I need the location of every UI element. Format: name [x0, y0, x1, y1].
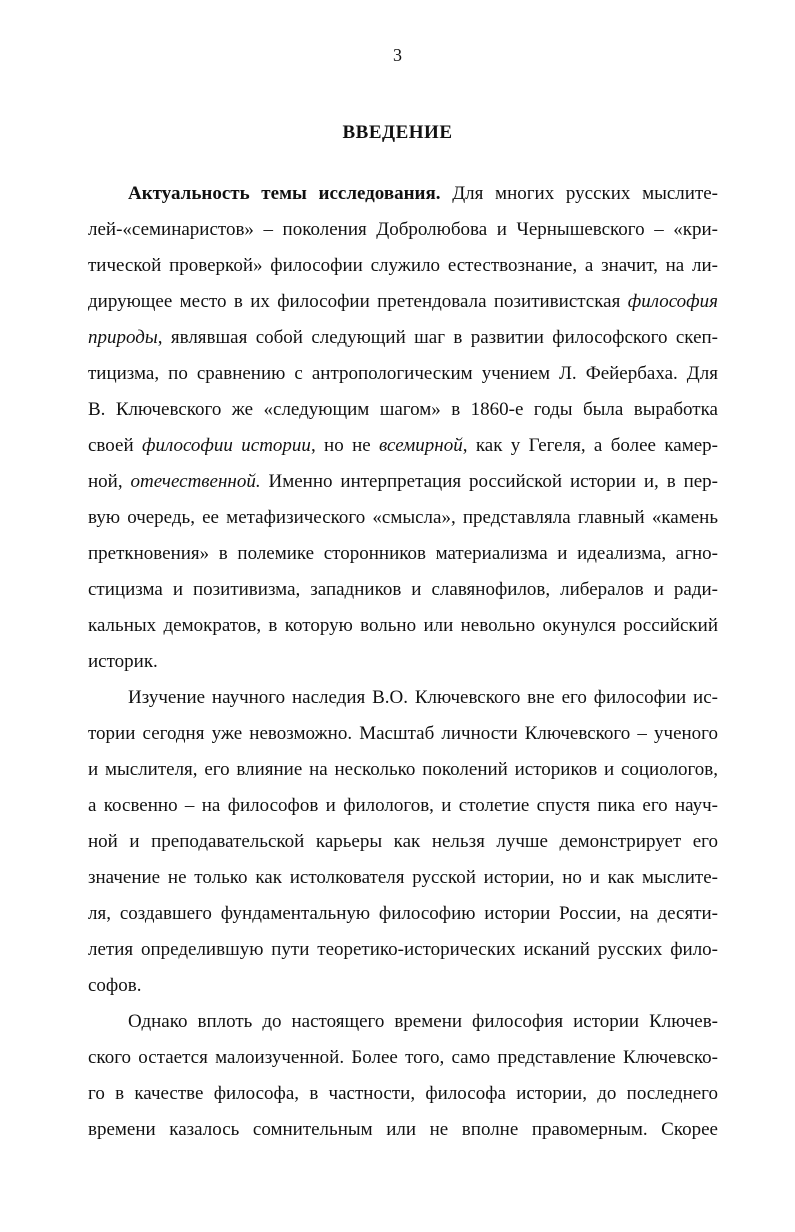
italic-term: философии истории: [141, 435, 311, 456]
text-run: , но не: [310, 435, 371, 456]
text-line: кальных демократов, в которую вольно или невольно окунулся российский: [88, 615, 718, 636]
text-line: а косвенно – на философов и филологов, и столетие спустя пика его науч-: [88, 795, 718, 816]
text-line: софов.: [88, 975, 142, 996]
text-line: Изучение научного наследия В.О. Ключевского вне его философии ис-: [128, 687, 718, 708]
text-line: историк.: [88, 651, 158, 672]
text-line: [88, 285, 718, 319]
text-line: ского остается малоизученной. Более того, само представление Ключевско-: [88, 1047, 718, 1068]
text-line: стицизма и позитивизма, западников и славянофилов, либералов и ради-: [88, 579, 718, 600]
text-line: ной и преподавательской карьеры как нельзя лучше демонстрирует его: [88, 831, 718, 852]
text-line: го в качестве философа, в частности, философа истории, до последнего: [88, 1083, 718, 1104]
text-line: ля, создавшего фундаментальную философию истории России, на десяти-: [88, 903, 718, 924]
text-line: преткновения» в полемике сторонников материализма и идеализма, агно-: [88, 543, 718, 564]
text-line: Однако вплоть до настоящего времени философия истории Ключев-: [128, 1011, 718, 1032]
bold-lead-in: Актуальность темы исследования.: [128, 183, 441, 204]
text-line: [88, 321, 718, 355]
text-line: значение не только как истолкователя русской истории, но и как мыслите-: [88, 867, 718, 888]
italic-term: всемирной: [379, 435, 463, 456]
italic-term: отечественной.: [130, 471, 261, 492]
text-line: летия определившую пути теоретико-исторических исканий русских фило-: [88, 939, 718, 960]
section-heading: ВВЕДЕНИЕ: [342, 122, 453, 143]
italic-term: природы: [88, 327, 158, 348]
text-run: , как у Гегеля, а более камер-: [462, 435, 718, 456]
text-run: своей: [88, 435, 134, 456]
page-number: 3: [393, 45, 402, 65]
text-line: тории сегодня уже невозможно. Масштаб личности Ключевского – ученого: [88, 723, 718, 744]
text-line: [88, 465, 718, 499]
text-line: и мыслителя, его влияние на несколько поколений историков и социологов,: [88, 759, 718, 780]
text-line: В. Ключевского же «следующим шагом» в 1860-е годы была выработка: [88, 399, 718, 420]
text-line: времени казалось сомнительным или не вполне правомерным. Скорее: [88, 1119, 718, 1140]
text-line: тицизма, по сравнению с антропологическим учением Л. Фейербаха. Для: [88, 363, 718, 384]
text-line: вую очередь, ее метафизического «смысла», представляла главный «камень: [88, 507, 718, 528]
text-line: лей-«семинаристов» – поколения Добролюбова и Чернышевского – «кри-: [88, 219, 718, 240]
text-run: дирующее место в их философии претендовала позитивистская: [88, 291, 621, 312]
italic-term: философия: [627, 291, 718, 312]
text-run: Для многих русских мыслите-: [452, 183, 719, 204]
text-line: [128, 177, 718, 211]
text-line: [88, 429, 718, 463]
text-run: ной,: [88, 471, 123, 492]
text-run: , являвшая собой следующий шаг в развитии философского скеп-: [157, 327, 718, 348]
text-line: тической проверкой» философии служило естествознание, а значит, на ли-: [88, 255, 718, 276]
text-run: Именно интерпретация российской истории и, в пер-: [268, 471, 718, 492]
